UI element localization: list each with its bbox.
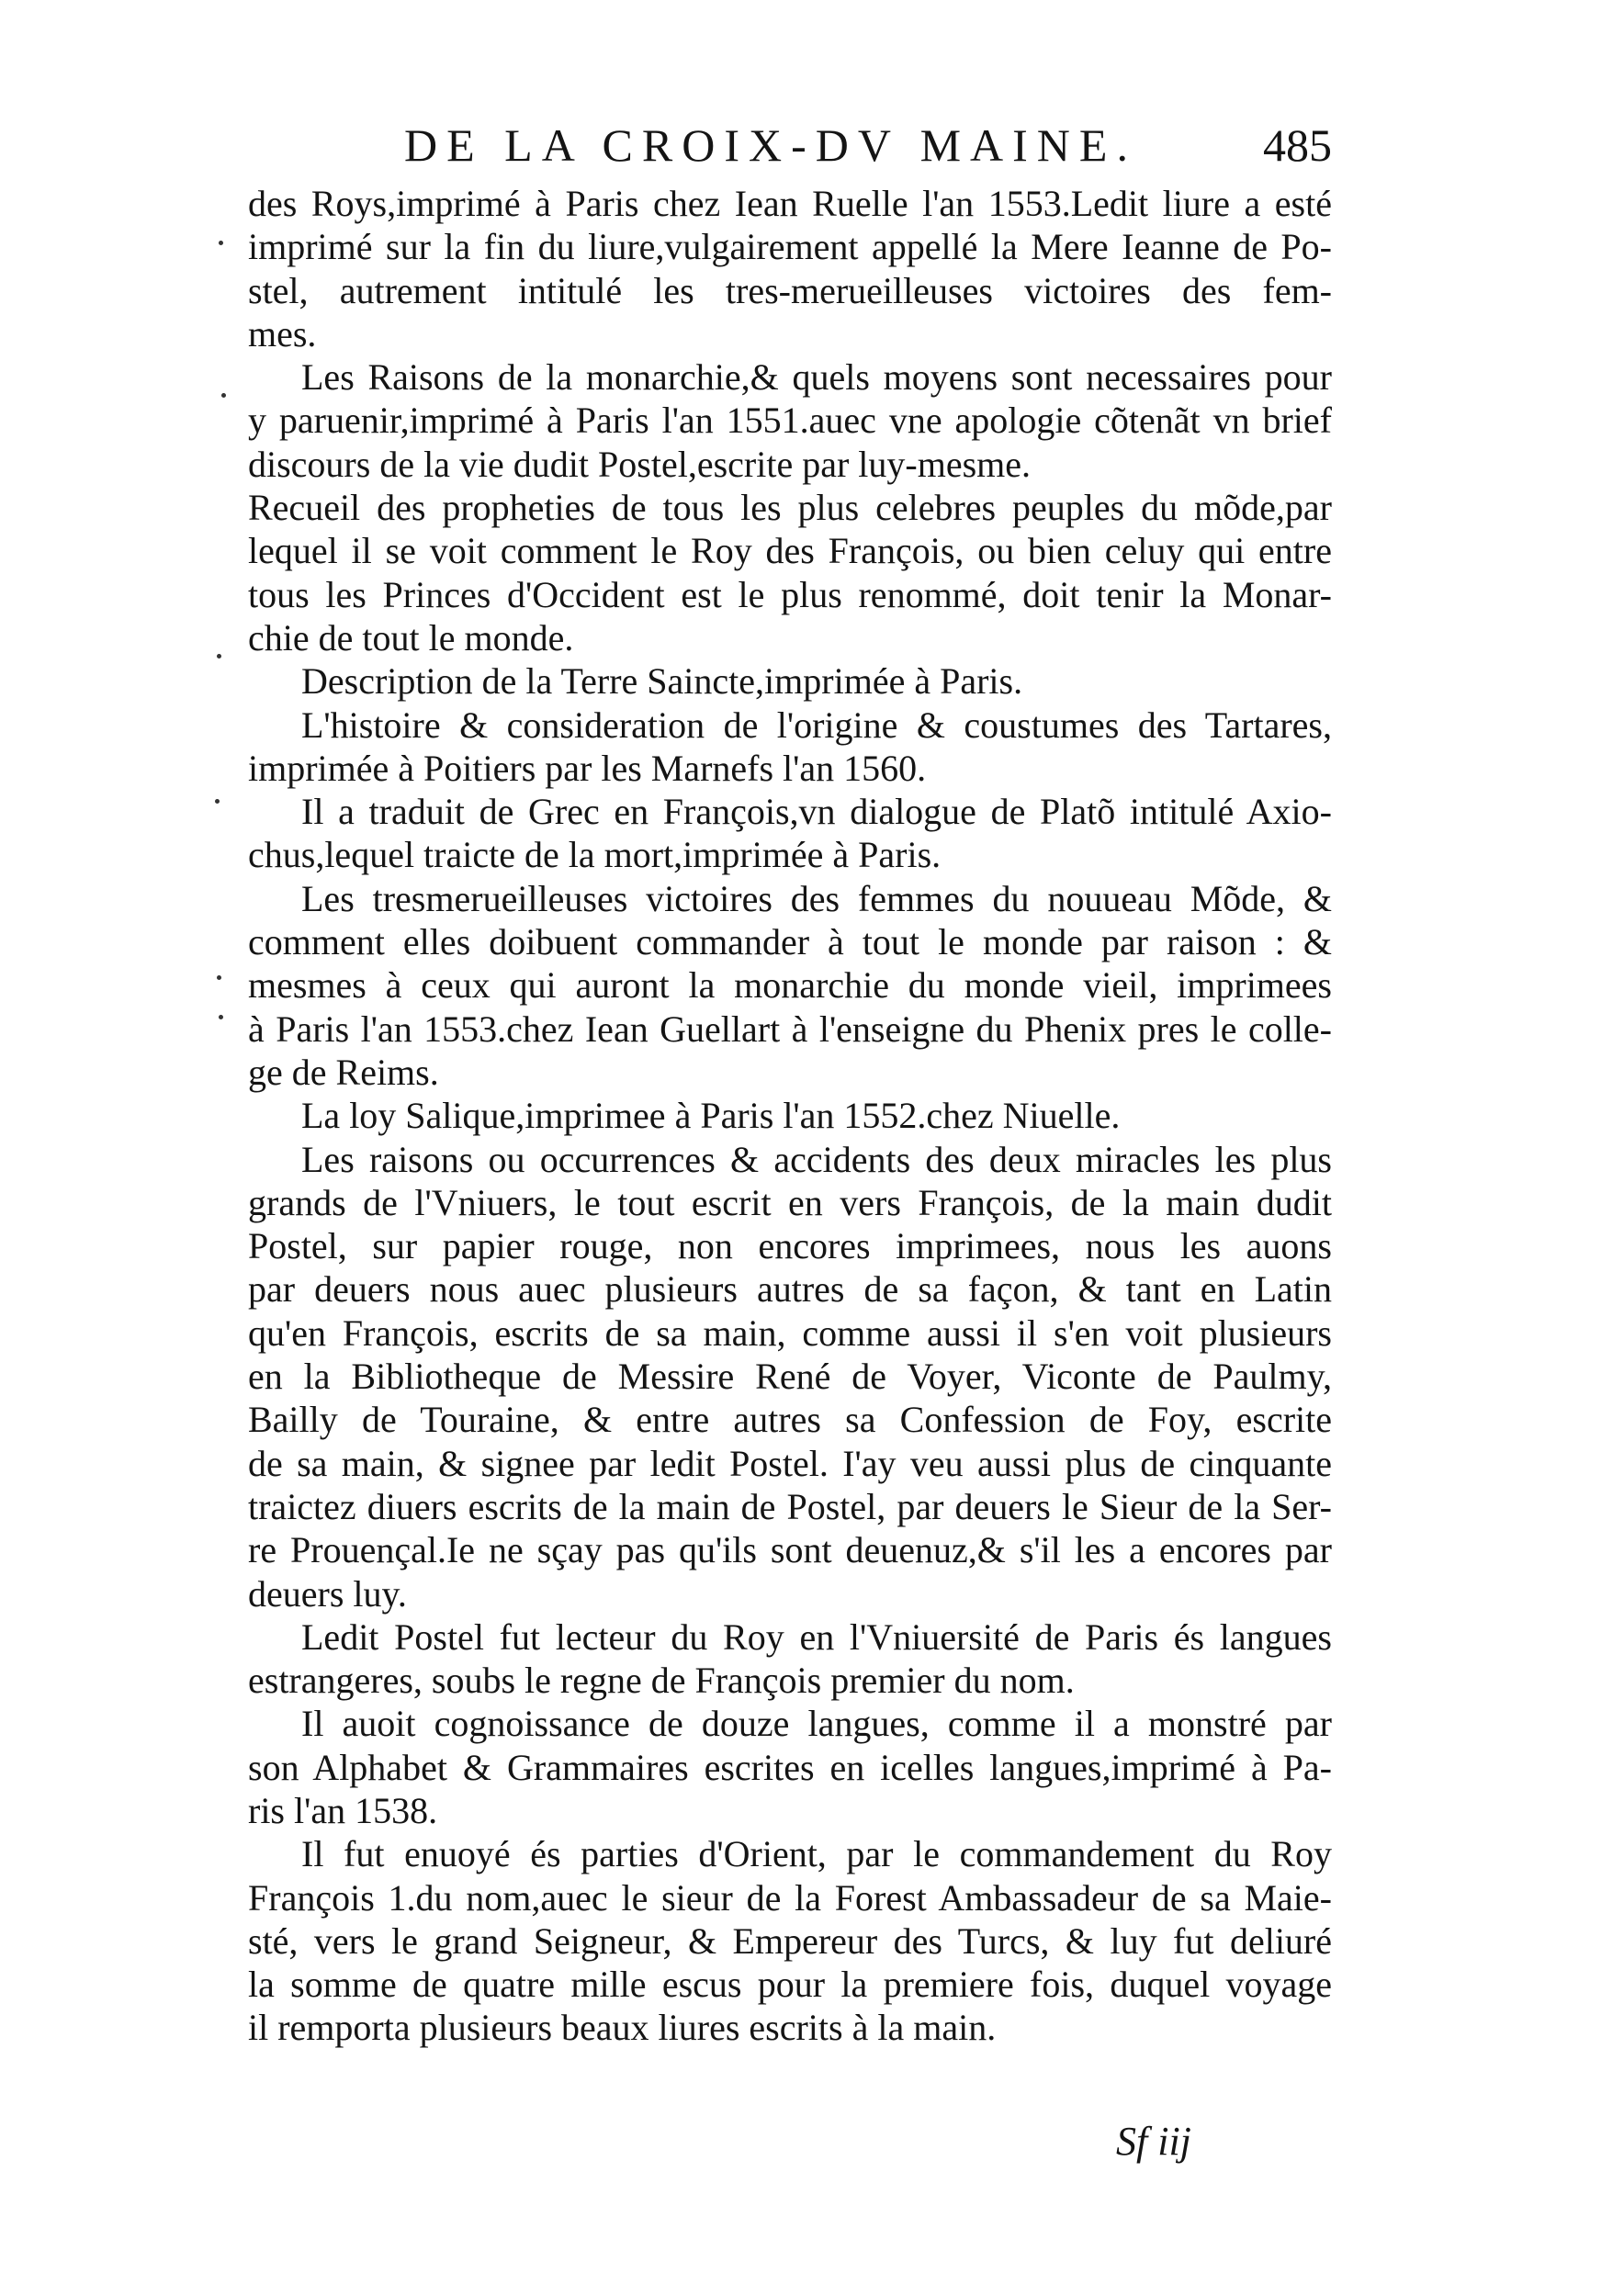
text-line: Les raisons ou occurrences & accidents des deux miracles les plus — [301, 1138, 1332, 1180]
text-line: Recueil des propheties de tous les plus celebres peuples du mõde,par — [248, 487, 1332, 529]
margin-speck — [217, 654, 221, 658]
margin-speck — [217, 975, 221, 980]
text-line: grands de l'Vniuers, le tout escrit en vers François, de la main dudit — [248, 1181, 1332, 1223]
text-line: re Prouençal.Ie ne sçay pas qu'ils sont deuenuz,& s'il les a encores par — [248, 1529, 1332, 1571]
text-line: chie de tout le monde. — [248, 616, 574, 658]
text-line: Postel, sur papier rouge, non encores imprimees, nous les auons — [248, 1225, 1332, 1267]
text-line: Les Raisons de la monarchie,& quels moyens sont necessaires pour — [301, 356, 1332, 399]
text-line: par deuers nous auec plusieurs autres de sa façon, & tant en Latin — [248, 1268, 1332, 1311]
text-line: son Alphabet & Grammaires escrites en icelles langues,imprimé à Pa- — [248, 1746, 1332, 1788]
text-line: imprimée à Poitiers par les Marnefs l'an 1560. — [248, 747, 927, 789]
text-line: à Paris l'an 1553.chez Iean Guellart à l'enseigne du Phenix pres le colle- — [248, 1007, 1332, 1050]
text-line: stel, autrement intitulé les tres-merueilleuses victoires des fem- — [248, 269, 1332, 311]
margin-speck — [221, 393, 226, 398]
text-line: comment elles doibuent commander à tout le monde par raison : & — [248, 921, 1332, 963]
text-line: mes. — [248, 312, 317, 355]
signature-mark: Sf iij — [1116, 2119, 1191, 2164]
text-line: y paruenir,imprimé à Paris l'an 1551.auec vne apologie cõtenãt vn brief — [248, 400, 1332, 442]
text-line: Il fut enuoyé és parties d'Orient, par le commandement du Roy — [301, 1833, 1332, 1875]
text-line: L'histoire & consideration de l'origine & coustumes des Tartares, — [301, 703, 1332, 746]
text-line: traictez diuers escrits de la main de Postel, par deuers le Sieur de la Ser- — [248, 1485, 1332, 1527]
margin-speck — [219, 1015, 223, 1019]
text-body — [248, 182, 1332, 2050]
page-number: 485 — [1263, 119, 1332, 171]
page-header — [404, 108, 1332, 182]
text-line: Description de la Terre Saincte,imprimée à Paris. — [301, 660, 1023, 703]
margin-speck — [219, 241, 223, 245]
text-line: sté, vers le grand Seigneur, & Empereur des Turcs, & luy fut deliuré — [248, 1919, 1332, 1962]
text-line: estrangeres, soubs le regne de François premier du nom. — [248, 1660, 1075, 1702]
text-line: qu'en François, escrits de sa main, comme aussi il s'en voit plusieurs — [248, 1311, 1332, 1354]
text-line: Il auoit cognoissance de douze langues, comme il a monstré par — [301, 1703, 1332, 1745]
text-line: Il a traduit de Grec en François,vn dialogue de Platõ intitulé Axio- — [301, 791, 1332, 833]
margin-speck — [215, 799, 220, 804]
text-line: des Roys,imprimé à Paris chez Iean Ruelle l'an 1553.Ledit liure a esté — [248, 183, 1332, 224]
text-line: la somme de quatre mille escus pour la premiere fois, duquel voyage — [248, 1964, 1332, 2006]
text-line: discours de la vie dudit Postel,escrite par luy-mesme. — [248, 443, 1032, 485]
text-line: Ledit Postel fut lecteur du Roy en l'Vniuersité de Paris és langues — [301, 1615, 1332, 1658]
text-line: de sa main, & signee par ledit Postel. I'ay veu aussi plus de cinquante — [248, 1442, 1332, 1484]
running-head: DE LA CROIX-DV MAINE. — [404, 119, 1137, 171]
text-line: La loy Salique,imprimee à Paris l'an 1552.chez Niuelle. — [301, 1095, 1121, 1137]
text-line: imprimé sur la fin du liure,vulgairement appellé la Mere Ieanne de Po- — [248, 226, 1332, 268]
text-line: lequel il se voit comment le Roy des François, ou bien celuy qui entre — [248, 530, 1332, 572]
text-line: Les tresmerueilleuses victoires des femmes du nouueau Mõde, & — [301, 877, 1332, 919]
text-line: ris l'an 1538. — [248, 1789, 438, 1831]
text-line: François 1.du nom,auec le sieur de la Forest Ambassadeur de sa Maie- — [248, 1876, 1332, 1919]
text-line: en la Bibliotheque de Messire René de Voyer, Viconte de Paulmy, — [248, 1356, 1332, 1398]
text-line: tous les Princes d'Occident est le plus renommé, doit tenir la Monar- — [248, 573, 1332, 615]
text-line: ge de Reims. — [248, 1051, 439, 1093]
text-line: mesmes à ceux qui auront la monarchie du monde vieil, imprimees — [248, 964, 1332, 1007]
text-line: deuers luy. — [248, 1572, 407, 1615]
text-line: il remporta plusieurs beaux liures escrits à la main. — [248, 2007, 997, 2049]
text-line: Bailly de Touraine, & entre autres sa Confession de Foy, escrite — [248, 1399, 1332, 1441]
text-line: chus,lequel traicte de la mort,imprimée à Paris. — [248, 834, 942, 876]
